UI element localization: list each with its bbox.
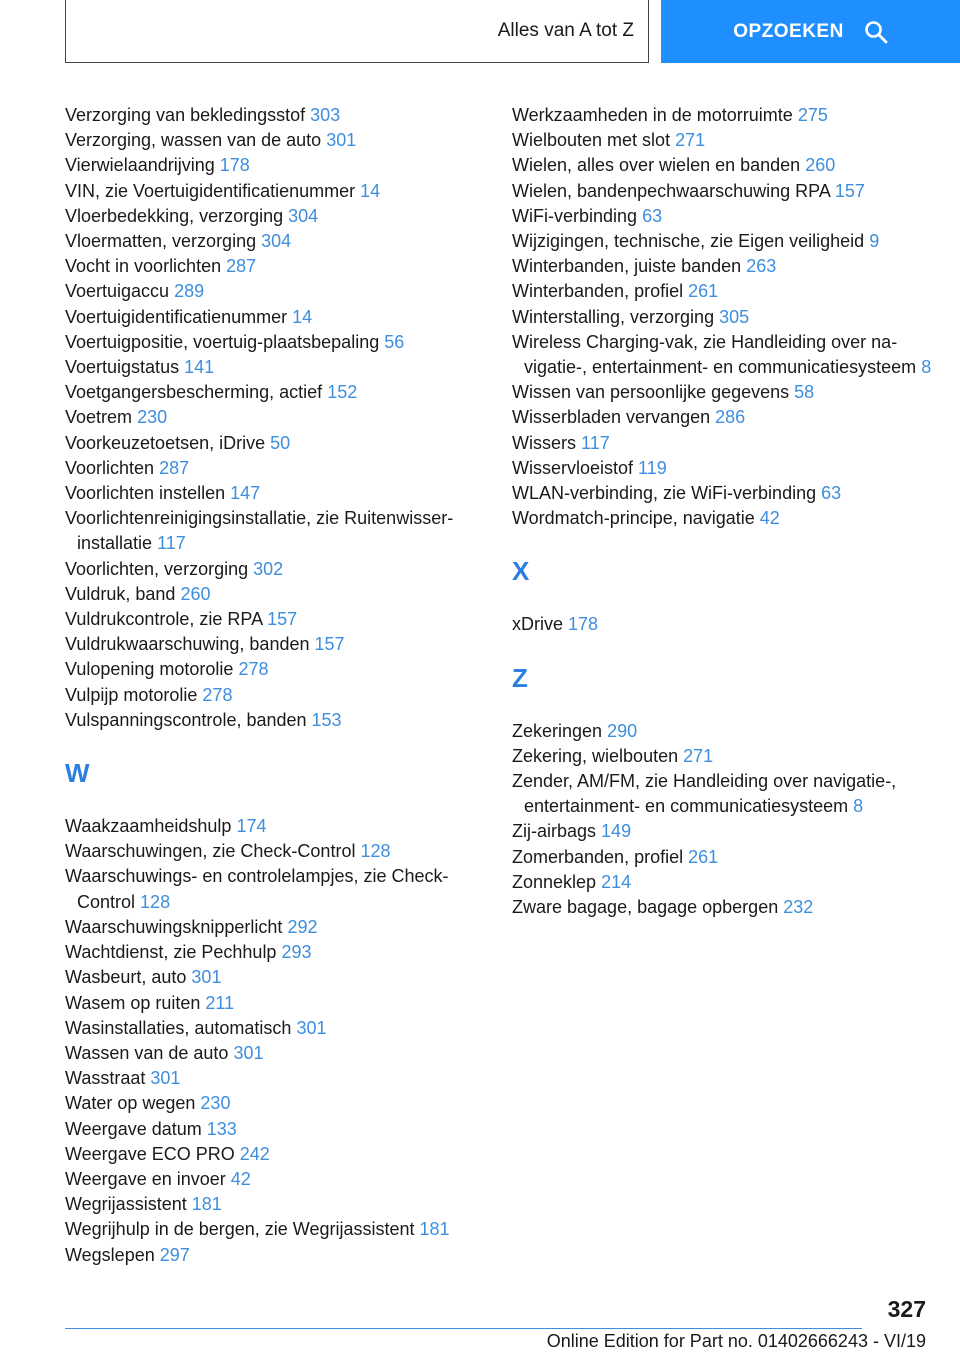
- index-entry-page-link[interactable]: 149: [601, 821, 632, 842]
- index-entry: [65, 305, 505, 330]
- index-entry: [65, 814, 505, 839]
- index-entry: [65, 557, 505, 582]
- index-entry-page-link[interactable]: 230: [200, 1093, 231, 1114]
- index-entry-page-link[interactable]: 119: [638, 457, 667, 478]
- index-entry-page-link[interactable]: 260: [180, 583, 211, 604]
- index-entry: [512, 612, 932, 637]
- index-entry-text: Voertuigaccu: [65, 281, 170, 302]
- index-entry: [65, 431, 505, 456]
- index-entry-text: Wasbeurt, auto: [65, 967, 187, 988]
- index-entry-page-link[interactable]: 157: [314, 634, 345, 655]
- index-entry-page-link[interactable]: 301: [191, 967, 222, 988]
- index-entry: [512, 819, 932, 844]
- index-entry: [65, 1142, 505, 1167]
- index-column-right: [512, 103, 932, 920]
- index-entry-page-link[interactable]: 301: [326, 130, 357, 151]
- index-entry-page-link[interactable]: 232: [783, 897, 814, 918]
- index-entry: [512, 279, 932, 304]
- index-entry-page-link[interactable]: 211: [205, 992, 235, 1013]
- index-entry: [65, 1091, 505, 1116]
- index-entry-page-link[interactable]: 242: [239, 1143, 270, 1164]
- index-entry-page-link[interactable]: 275: [797, 105, 828, 125]
- index-entry: [512, 153, 932, 178]
- index-entry-page-link[interactable]: 301: [296, 1017, 327, 1038]
- index-entry-page-link[interactable]: 303: [310, 105, 341, 125]
- index-entry-page-link[interactable]: 14: [292, 306, 313, 327]
- index-entry-page-link[interactable]: 214: [601, 871, 632, 892]
- index-entry-page-link[interactable]: 56: [384, 331, 405, 352]
- index-entry-text: Wegrijassistent: [65, 1194, 187, 1215]
- index-entry: [65, 991, 505, 1016]
- index-entry-text: Winterstalling, verzorging: [512, 306, 715, 327]
- index-entry-text: Wielen, bandenpechwaarschuwing RPA: [512, 180, 830, 201]
- index-entry-text: Wasstraat: [65, 1068, 146, 1089]
- index-entry-text: Wissen van persoonlijke gegevens: [512, 382, 790, 403]
- index-entry: [65, 204, 505, 229]
- index-entry: [512, 506, 932, 531]
- index-letter-heading: Z: [512, 662, 528, 693]
- index-entry: [65, 915, 505, 940]
- index-entry-page-link[interactable]: 9: [869, 231, 880, 252]
- index-entry-page-link[interactable]: 63: [821, 483, 842, 504]
- index-entry-page-link[interactable]: 133: [206, 1118, 237, 1139]
- index-entry-text: Zekeringen: [512, 720, 603, 741]
- index-entry: [65, 405, 505, 430]
- index-entry-page-link[interactable]: 289: [174, 281, 205, 302]
- index-entry-text: Vuldrukcontrole, zie RPA: [65, 609, 263, 630]
- index-entry-page-link[interactable]: 8: [853, 796, 864, 817]
- index-entry-page-link[interactable]: 157: [267, 609, 298, 630]
- index-entry-page-link[interactable]: 181: [419, 1219, 450, 1240]
- index-letter-heading: X: [512, 556, 530, 587]
- index-entry-page-link[interactable]: 230: [137, 407, 168, 428]
- index-entry: [65, 940, 505, 965]
- page-number: 327: [887, 1296, 926, 1322]
- index-entry-text: Wegslepen: [65, 1244, 155, 1265]
- index-entry-text: Zonneklep: [512, 871, 597, 892]
- index-entry-text: Water op wegen: [65, 1093, 196, 1114]
- index-entry-text: Voertuigidentificatienummer: [65, 306, 288, 327]
- index-entry: [512, 870, 932, 895]
- index-entry-text: Wielen, alles over wielen en banden: [512, 155, 801, 176]
- index-entry-page-link[interactable]: 278: [202, 684, 233, 705]
- index-entry-text: Waarschuwings- en controlelampjes, zie Check-Control: [65, 866, 449, 912]
- index-entry: [65, 582, 505, 607]
- index-entry-text: Vuldrukwaarschuwing, banden: [65, 634, 310, 655]
- index-entry: [65, 708, 505, 733]
- index-entry-text: Waarschuwingen, zie Check-Control: [65, 841, 356, 862]
- index-entry: [512, 431, 932, 456]
- index-entry: [512, 204, 932, 229]
- index-entry: [65, 632, 505, 657]
- index-entry-page-link[interactable]: 14: [360, 180, 381, 201]
- index-entry-page-link[interactable]: 8: [921, 357, 932, 378]
- index-entry-page-link[interactable]: 42: [759, 508, 780, 529]
- index-entry-page-link[interactable]: 292: [287, 916, 318, 937]
- index-entry: [65, 1217, 505, 1242]
- index-entry-text: Werkzaamheden in de motorruimte: [512, 105, 793, 125]
- index-entry-page-link[interactable]: 174: [236, 816, 267, 837]
- index-entry-text: Weergave ECO PRO: [65, 1143, 235, 1164]
- index-entry-text: Wielbouten met slot: [512, 130, 671, 151]
- index-entry-page-link[interactable]: 304: [288, 205, 319, 226]
- section-tab[interactable]: [65, 0, 649, 63]
- index-entry-text: Wordmatch-principe, navigatie: [512, 508, 755, 529]
- index-entry-text: Zij-airbags: [512, 821, 597, 842]
- index-entry: [65, 683, 505, 708]
- index-entry: [65, 380, 505, 405]
- index-entry: [512, 481, 932, 506]
- index-entry-page-link[interactable]: 141: [184, 357, 215, 378]
- index-entry-page-link[interactable]: 302: [253, 558, 284, 579]
- index-entry-page-link[interactable]: 301: [233, 1042, 264, 1063]
- index-entry: [512, 179, 932, 204]
- index-entry: [65, 506, 505, 556]
- index-entry-text: Vocht in voorlichten: [65, 256, 222, 277]
- index-entry-page-link[interactable]: 263: [746, 256, 777, 277]
- index-entry-page-link[interactable]: 305: [719, 306, 750, 327]
- index-entry-page-link[interactable]: 58: [794, 382, 815, 403]
- index-entry-text: WiFi-verbinding: [512, 205, 638, 226]
- index-entry-text: Weergave datum: [65, 1118, 202, 1139]
- index-entry: [65, 103, 505, 128]
- index-entry: [65, 481, 505, 506]
- index-entry: [512, 456, 932, 481]
- search-button-label: OPZOEKEN: [733, 20, 844, 42]
- footer-divider: [65, 1328, 862, 1329]
- index-entry: [65, 153, 505, 178]
- index-column-left: [65, 103, 505, 1268]
- index-entry: [512, 254, 932, 279]
- index-entry: [512, 769, 932, 819]
- index-entry-text: Waakzaamheidshulp: [65, 816, 232, 837]
- index-entry-page-link[interactable]: 50: [270, 432, 291, 453]
- index-entry: [512, 380, 932, 405]
- index-entry-page-link[interactable]: 117: [581, 432, 610, 453]
- index-entry-page-link[interactable]: 181: [191, 1194, 222, 1215]
- index-entry-page-link[interactable]: 286: [715, 407, 746, 428]
- search-button[interactable]: [661, 0, 960, 63]
- index-entry-page-link[interactable]: 271: [675, 130, 706, 151]
- index-entry-text: Wasem op ruiten: [65, 992, 201, 1013]
- index-entry: [512, 845, 932, 870]
- index-entry: [512, 229, 932, 254]
- index-entry-page-link[interactable]: 278: [238, 659, 269, 680]
- index-entry: [65, 657, 505, 682]
- index-entry: [65, 330, 505, 355]
- index-entry-text: Vierwielaandrijving: [65, 155, 215, 176]
- index-entry-page-link[interactable]: 63: [642, 205, 663, 226]
- index-entry-page-link[interactable]: 287: [159, 457, 190, 478]
- index-entry-page-link[interactable]: 287: [226, 256, 257, 277]
- index-entry-text: Vloerbedekking, verzorging: [65, 205, 284, 226]
- index-entry: [512, 895, 932, 920]
- index-entry-page-link[interactable]: 152: [327, 382, 358, 403]
- index-entry-text: Verzorging van bekledingsstof: [65, 105, 306, 125]
- index-entry-page-link[interactable]: 260: [805, 155, 836, 176]
- index-entry-text: Voertuigstatus: [65, 357, 180, 378]
- index-entry-text: Wasinstallaties, automatisch: [65, 1017, 292, 1038]
- index-entry-text: Wijzigingen, technische, zie Eigen veiligheid: [512, 231, 865, 252]
- index-entry: [65, 179, 505, 204]
- search-icon: [864, 20, 888, 44]
- index-entry-text: Wisservloeistof: [512, 457, 634, 478]
- index-entry-text: WLAN-verbinding, zie WiFi-verbinding: [512, 483, 817, 504]
- index-entry-text: Winterbanden, juiste banden: [512, 256, 742, 277]
- index-entry: [512, 405, 932, 430]
- index-entry-text: Voorlichten: [65, 457, 155, 478]
- index-entry-text: Zekering, wielbouten: [512, 745, 679, 766]
- index-entry-page-link[interactable]: 153: [311, 709, 342, 730]
- index-entry: [65, 1167, 505, 1192]
- index-entry-text: VIN, zie Voertuigidentificatienummer: [65, 180, 356, 201]
- index-entry-page-link[interactable]: 117: [157, 533, 186, 554]
- index-entry-page-link[interactable]: 147: [230, 483, 261, 504]
- index-entry: [65, 1066, 505, 1091]
- index-entry-text: xDrive: [512, 614, 564, 635]
- index-entry-text: Vulpijp motorolie: [65, 684, 198, 705]
- index-entry: [65, 1016, 505, 1041]
- index-entry-page-link[interactable]: 271: [683, 745, 714, 766]
- index-entry-text: Weergave en invoer: [65, 1168, 226, 1189]
- index-entry-text: Voertuigpositie, voertuig-plaatsbepaling: [65, 331, 380, 352]
- index-entry-text: Waarschuwingsknipperlicht: [65, 916, 283, 937]
- index-entry-page-link[interactable]: 128: [360, 841, 391, 862]
- index-entry-text: Wisserbladen vervangen: [512, 407, 711, 428]
- index-entry-text: Voorlichten instellen: [65, 483, 226, 504]
- index-entry-text: Vulspanningscontrole, banden: [65, 709, 307, 730]
- index-entry-text: Wassen van de auto: [65, 1042, 229, 1063]
- index-entry: [512, 128, 932, 153]
- index-entry: [65, 355, 505, 380]
- index-entry: [65, 1041, 505, 1066]
- index-entry-text: Wegrijhulp in de bergen, zie Wegrijassistent: [65, 1219, 415, 1240]
- index-entry: [65, 456, 505, 481]
- index-entry-page-link[interactable]: 304: [261, 231, 292, 252]
- index-entry-page-link[interactable]: 128: [140, 891, 171, 912]
- index-entry-text: Zware bagage, bagage opbergen: [512, 897, 779, 918]
- index-entry-text: Voorlichten, verzorging: [65, 558, 249, 579]
- index-entry-page-link[interactable]: 290: [607, 720, 638, 741]
- index-entry: [65, 607, 505, 632]
- index-entry: [65, 1117, 505, 1142]
- index-entry-text: Voetrem: [65, 407, 133, 428]
- index-entry: [65, 864, 505, 914]
- index-entry-page-link[interactable]: 261: [688, 281, 719, 302]
- footer-edition: Online Edition for Part no. 01402666243 - VI/19: [546, 1331, 926, 1351]
- index-entry-text: Voetgangersbescherming, actief: [65, 382, 323, 403]
- index-entry: [512, 305, 932, 330]
- index-entry: [65, 279, 505, 304]
- index-entry: [65, 1192, 505, 1217]
- index-entry-text: Verzorging, wassen van de auto: [65, 130, 322, 151]
- index-entry-text: Vuldruk, band: [65, 583, 176, 604]
- index-entry-page-link[interactable]: 178: [219, 155, 250, 176]
- index-entry: [65, 254, 505, 279]
- index-entry: [65, 128, 505, 153]
- index-entry-text: Vloermatten, verzorging: [65, 231, 257, 252]
- index-entry-text: Voorkeuzetoetsen, iDrive: [65, 432, 266, 453]
- index-entry: [512, 744, 932, 769]
- index-entry: [512, 330, 932, 380]
- index-entry: [65, 1243, 505, 1268]
- section-tab-label: Alles van A tot Z: [497, 20, 634, 41]
- index-entry-text: Zomerbanden, profiel: [512, 846, 684, 867]
- index-entry-text: Vulopening motorolie: [65, 659, 234, 680]
- index-letter-heading: W: [65, 758, 90, 789]
- index-entry-page-link[interactable]: 42: [230, 1168, 251, 1189]
- index-entry: [512, 719, 932, 744]
- index-entry-text: Wireless Charging-vak, zie Handleiding over navigatie-, entertainment- en communicatiesysteem: [512, 331, 917, 378]
- index-entry-page-link[interactable]: 301: [150, 1068, 181, 1089]
- index-entry: [65, 965, 505, 990]
- index-entry-text: Zender, AM/FM, zie Handleiding over navigatie-, entertainment- en communicatiesysteem: [512, 771, 897, 817]
- index-entry: [65, 229, 505, 254]
- index-entry-text: Winterbanden, profiel: [512, 281, 684, 302]
- index-entry-text: Voorlichtenreinigingsinstallatie, zie Ruitenwisserinstallatie: [65, 508, 454, 554]
- index-entry-page-link[interactable]: 261: [688, 846, 719, 867]
- index-entry-page-link[interactable]: 293: [281, 942, 312, 963]
- index-entry-text: Wachtdienst, zie Pechhulp: [65, 942, 277, 963]
- index-entry-text: Wissers: [512, 432, 576, 453]
- index-entry-page-link[interactable]: 157: [834, 180, 865, 201]
- index-entry-page-link[interactable]: 178: [568, 614, 599, 635]
- index-entry-page-link[interactable]: 297: [159, 1244, 190, 1265]
- index-entry: [65, 839, 505, 864]
- index-entry: [512, 103, 932, 128]
